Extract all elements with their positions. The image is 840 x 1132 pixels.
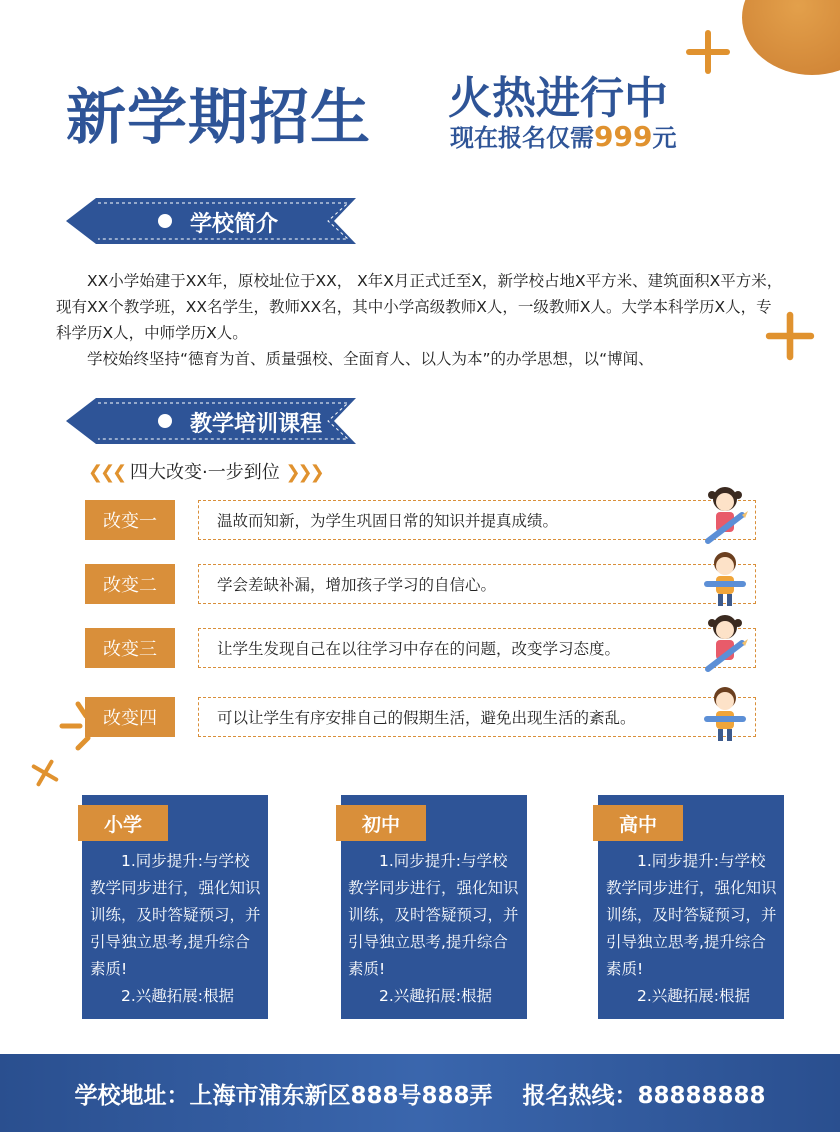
boy-with-pencil-icon xyxy=(702,682,748,746)
girl-with-pencil-icon xyxy=(702,483,748,547)
footer-hotline: 报名热线：88888888 xyxy=(522,1082,766,1109)
girl-with-pencil-icon xyxy=(702,611,748,675)
card-text xyxy=(348,848,520,1010)
banner-dot xyxy=(158,214,172,228)
card-text xyxy=(90,848,262,1010)
footer-address: 学校地址：上海市浦东新区888号888弄 xyxy=(74,1082,493,1109)
card-line: 1.同步提升:与学校教学同步进行，强化知识训练，及时答疑预习，并引导独立思考,提升综合素质! xyxy=(606,852,777,978)
page-title: 新学期招生 xyxy=(66,83,371,153)
decorative-circle xyxy=(742,0,840,75)
change-text: 让学生发现自己在以往学习中存在的问题，改变学习态度。 xyxy=(198,628,756,668)
change-label: 改变二 xyxy=(85,564,175,604)
card-text xyxy=(606,848,778,1010)
change-text: 温故而知新，为学生巩固日常的知识并提真成绩。 xyxy=(198,500,756,540)
sparkle-icon xyxy=(30,758,60,788)
change-label: 改变一 xyxy=(85,500,175,540)
section-title: 教学培训课程 xyxy=(190,412,323,437)
card-line: 2.兴趣拓展:根据 xyxy=(121,987,235,1005)
card-tag: 小学 xyxy=(78,805,168,841)
change-label: 改变三 xyxy=(85,628,175,668)
change-text: 学会差缺补漏，增加孩子学习的自信心。 xyxy=(198,564,756,604)
banner-dot xyxy=(158,414,172,428)
card-tag: 高中 xyxy=(593,805,683,841)
change-text: 可以让学生有序安排自己的假期生活，避免出现生活的紊乱。 xyxy=(198,697,756,737)
section-title: 学校简介 xyxy=(190,212,279,237)
price-prefix: 现在报名仅需 xyxy=(450,124,594,152)
intro-text xyxy=(56,268,786,372)
change-label: 改变四 xyxy=(85,697,175,737)
section-banner-intro xyxy=(66,198,356,244)
section-banner-courses xyxy=(66,398,356,444)
card-line: 1.同步提升:与学校教学同步进行，强化知识训练，及时答疑预习，并引导独立思考,提升综合素质! xyxy=(90,852,261,978)
double-chevron-icon: ❮❮❮ xyxy=(88,462,125,483)
footer-bar xyxy=(0,1054,840,1132)
double-chevron-icon: ❯❯❯ xyxy=(285,462,322,483)
card-line: 2.兴趣拓展:根据 xyxy=(637,987,751,1005)
sparkle-icon xyxy=(686,30,730,74)
intro-paragraph: 学校始终坚持“德育为首、质量强校、全面育人、以人为本”的办学思想，以“博闻、 xyxy=(87,350,654,368)
tagline: 火热进行中 xyxy=(448,73,668,124)
card-line: 1.同步提升:与学校教学同步进行，强化知识训练，及时答疑预习，并引导独立思考,提升综合素质! xyxy=(348,852,519,978)
price-suffix: 元 xyxy=(652,124,677,152)
intro-paragraph: XX小学始建于XX年，原校址位于XX， X年X月正式迁至X，新学校占地X平方米、建筑面积X平方米，现有XX个教学班，XX名学生，教师XX名，其中小学高级教师X人，一级教师X人。大学本科学历X人，专科学历X人，中师学历X人。 xyxy=(56,272,783,342)
card-tag: 初中 xyxy=(336,805,426,841)
subhead xyxy=(88,458,322,484)
price-line xyxy=(450,118,676,153)
subhead-text: 四大改变·一步到位 xyxy=(129,462,280,483)
card-line: 2.兴趣拓展:根据 xyxy=(379,987,493,1005)
price-value: 999 xyxy=(594,120,653,153)
boy-with-pencil-icon xyxy=(702,547,748,611)
